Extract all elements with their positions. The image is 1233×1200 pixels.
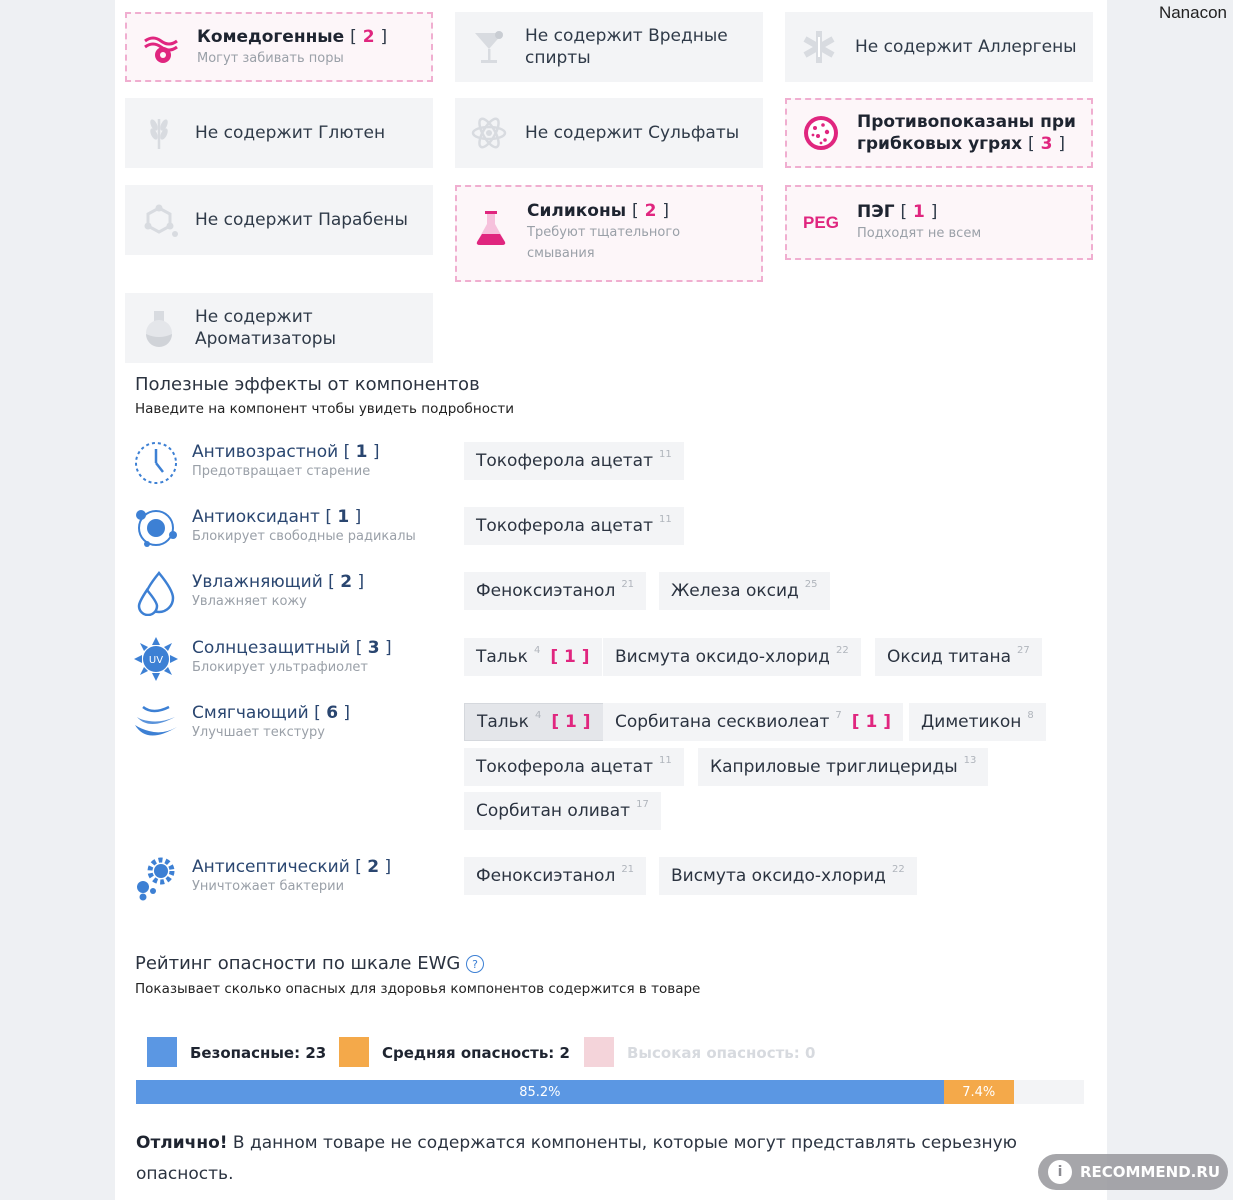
ingredient-chip[interactable]: Висмута оксидо-хлорид $^{22}$ bbox=[603, 638, 861, 676]
ewg-score: 21 bbox=[621, 863, 635, 875]
ewg-score: 4 bbox=[534, 709, 542, 721]
bar-segment-safe: 85.2% bbox=[136, 1080, 944, 1104]
svg-text:UV: UV bbox=[148, 655, 164, 666]
bar-segment-medium: 7.4% bbox=[944, 1080, 1014, 1104]
ingredient-chip[interactable]: Токоферола ацетат $^{11}$ bbox=[464, 442, 684, 480]
effect-desc: Блокирует ультрафиолет bbox=[192, 660, 368, 675]
ingredient-mark: [ 1 ] bbox=[851, 712, 891, 732]
effect-count: 3 bbox=[367, 638, 380, 658]
card-count: [ 2 ] bbox=[350, 26, 388, 47]
card-fungal-acne[interactable] bbox=[785, 98, 1093, 168]
uv-sun-icon bbox=[133, 636, 179, 682]
ingredient-chip[interactable]: Тальк $^4$ [ 1 ] bbox=[464, 638, 602, 676]
effects-section-title: Полезные эффекты от компонентов bbox=[135, 374, 480, 395]
legend-high: Высокая опасность: 0 bbox=[627, 1044, 816, 1062]
ewg-score: 11 bbox=[659, 513, 672, 525]
card-title: Не содержит Аллергены bbox=[855, 37, 1077, 57]
effect-anti-aging[interactable]: Антивозрастной [ 1 ] Предотвращает старение bbox=[133, 440, 453, 492]
legend-safe: Безопасные: 23 bbox=[190, 1044, 327, 1062]
card-title: Не содержит Глютен bbox=[195, 123, 386, 143]
card-title: Не содержит Вредные спирты bbox=[525, 26, 728, 68]
ingredient-chip[interactable]: Железа оксид $^{25}$ bbox=[659, 572, 830, 610]
ewg-score: 17 bbox=[636, 798, 649, 810]
card-count: [ 1 ] bbox=[900, 202, 938, 222]
effect-name: Увлажняющий bbox=[192, 572, 323, 592]
effects-section-subtitle: Наведите на компонент чтобы увидеть подробности bbox=[135, 401, 515, 417]
bacteria-gear-icon bbox=[133, 855, 179, 901]
watermark: i RECOMMEND.RU bbox=[1038, 1154, 1228, 1190]
ewg-score: 13 bbox=[963, 754, 977, 766]
ewg-bar bbox=[136, 1080, 1084, 1104]
ingredient-chip[interactable]: Токоферола ацетат $^{11}$ bbox=[464, 507, 684, 545]
card-count: [ 2 ] bbox=[632, 200, 669, 221]
card-no-allergens[interactable] bbox=[785, 12, 1093, 82]
ewg-title: Рейтинг опасности по шкале EWG ? bbox=[135, 953, 484, 974]
ewg-score: 25 bbox=[804, 578, 818, 590]
orbit-icon bbox=[133, 505, 179, 551]
card-subtitle: Подходят не всем bbox=[857, 226, 982, 241]
card-peg[interactable] bbox=[785, 185, 1093, 260]
ingredient-mark: [ 1 ] bbox=[551, 712, 591, 732]
ewg-score: 22 bbox=[835, 644, 849, 656]
ingredient-chip[interactable]: Оксид титана $^{27}$ bbox=[875, 638, 1042, 676]
effect-count: 2 bbox=[367, 857, 380, 877]
ingredient-chip[interactable]: Сорбитана сесквиолеат $^7$ [ 1 ] bbox=[603, 703, 903, 741]
effect-desc: Блокирует свободные радикалы bbox=[192, 529, 416, 544]
clock-icon bbox=[133, 440, 179, 486]
effect-desc: Уничтожает бактерии bbox=[192, 879, 345, 894]
effect-name: Солнцезащитный bbox=[192, 638, 351, 658]
card-title: Не содержит Парабены bbox=[195, 210, 408, 230]
legend-medium-swatch bbox=[339, 1037, 369, 1067]
effect-count: 6 bbox=[326, 703, 339, 723]
effect-softening[interactable]: Смягчающий [ 6 ] Улучшает текстуру bbox=[133, 701, 453, 753]
ingredient-chip[interactable]: Феноксиэтанол $^{21}$ bbox=[464, 857, 646, 895]
card-title: Противопоказаны при грибковых угрях bbox=[857, 112, 1076, 154]
card-no-harmful-alcohol[interactable] bbox=[455, 12, 763, 82]
comedogenic-icon bbox=[141, 27, 181, 67]
card-title: Силиконы bbox=[527, 200, 627, 221]
cocktail-icon bbox=[469, 27, 509, 67]
ewg-score: 22 bbox=[891, 863, 905, 875]
effect-name: Антисептический bbox=[192, 857, 350, 877]
card-no-fragrance[interactable] bbox=[125, 293, 433, 363]
ewg-score: 11 bbox=[659, 754, 672, 766]
petri-dish-icon bbox=[801, 113, 841, 153]
effect-sunscreen[interactable]: UV Солнцезащитный [ 3 ] Блокирует ультрафиолет bbox=[133, 636, 453, 688]
flask-icon bbox=[471, 208, 511, 248]
ingredient-chip[interactable]: Токоферола ацетат $^{11}$ bbox=[464, 748, 684, 786]
molecule-icon bbox=[139, 200, 179, 240]
feather-wave-icon bbox=[133, 701, 179, 747]
ewg-score: 21 bbox=[621, 578, 635, 590]
card-comedogenic[interactable] bbox=[125, 12, 433, 82]
effect-antioxidant[interactable]: Антиоксидант [ 1 ] Блокирует свободные радикалы bbox=[133, 505, 453, 557]
card-title: ПЭГ bbox=[857, 202, 895, 222]
card-silicones[interactable] bbox=[455, 185, 763, 282]
effect-name: Антиоксидант bbox=[192, 507, 320, 527]
effect-moisturizing[interactable]: Увлажняющий [ 2 ] Увлажняет кожу bbox=[133, 570, 453, 622]
medical-star-icon bbox=[799, 27, 839, 67]
ewg-score: 8 bbox=[1027, 709, 1034, 721]
card-title: Комедогенные bbox=[197, 26, 345, 47]
ewg-score: 27 bbox=[1017, 644, 1030, 656]
card-no-gluten[interactable] bbox=[125, 98, 433, 168]
card-no-sulfates[interactable] bbox=[455, 98, 763, 168]
effect-antiseptic[interactable]: Антисептический [ 2 ] Уничтожает бактерии bbox=[133, 855, 453, 907]
ewg-score: 11 bbox=[659, 448, 672, 460]
ingredient-mark: [ 1 ] bbox=[550, 647, 590, 667]
ingredient-chip[interactable]: Диметикон $^8$ bbox=[909, 703, 1046, 741]
card-no-parabens[interactable] bbox=[125, 185, 433, 255]
peg-icon: PEG bbox=[803, 212, 839, 232]
round-flask-icon bbox=[139, 308, 179, 348]
username-label: Nanacon bbox=[1158, 3, 1227, 22]
effect-desc: Улучшает текстуру bbox=[192, 725, 325, 740]
drops-icon bbox=[133, 570, 179, 616]
effect-name: Смягчающий bbox=[192, 703, 309, 723]
ingredient-chip[interactable]: Каприловые триглицериды $^{13}$ bbox=[698, 748, 988, 786]
effect-count: 1 bbox=[355, 442, 368, 462]
ewg-subtitle: Показывает сколько опасных для здоровья компонентов содержится в товаре bbox=[135, 981, 701, 997]
ingredient-chip[interactable]: Сорбитан оливат $^{17}$ bbox=[464, 792, 661, 830]
legend-safe-swatch bbox=[147, 1037, 177, 1067]
legend-high-swatch bbox=[584, 1037, 614, 1067]
ingredient-chip[interactable]: Висмута оксидо-хлорид $^{22}$ bbox=[659, 857, 917, 895]
card-subtitle: Могут забивать поры bbox=[197, 50, 344, 66]
card-count: [ 3 ] bbox=[1028, 134, 1065, 154]
ingredient-chip[interactable]: Тальк $^4$ [ 1 ] bbox=[464, 703, 604, 741]
legend-medium: Средняя опасность: 2 bbox=[382, 1044, 570, 1062]
effect-count: 2 bbox=[340, 572, 353, 592]
ewg-score: 7 bbox=[835, 709, 842, 721]
watermark-logo-icon: i bbox=[1048, 1160, 1072, 1184]
wheat-icon bbox=[139, 113, 179, 153]
effect-desc: Увлажняет кожу bbox=[192, 594, 307, 609]
effect-desc: Предотвращает старение bbox=[192, 464, 371, 479]
card-title: Не содержит Ароматизаторы bbox=[195, 307, 336, 349]
atom-icon bbox=[469, 113, 509, 153]
card-title: Не содержит Сульфаты bbox=[525, 123, 740, 143]
effect-name: Антивозрастной bbox=[192, 442, 339, 462]
help-icon[interactable]: ? bbox=[466, 955, 484, 973]
ingredient-chip[interactable]: Феноксиэтанол $^{21}$ bbox=[464, 572, 646, 610]
ewg-verdict: Отлично! В данном товаре не содержатся компоненты, которые могут представлять серьезную опасность. bbox=[136, 1133, 1017, 1184]
effect-count: 1 bbox=[337, 507, 350, 527]
card-subtitle: Требуют тщательного смывания bbox=[527, 224, 681, 261]
ewg-score: 4 bbox=[533, 644, 541, 656]
